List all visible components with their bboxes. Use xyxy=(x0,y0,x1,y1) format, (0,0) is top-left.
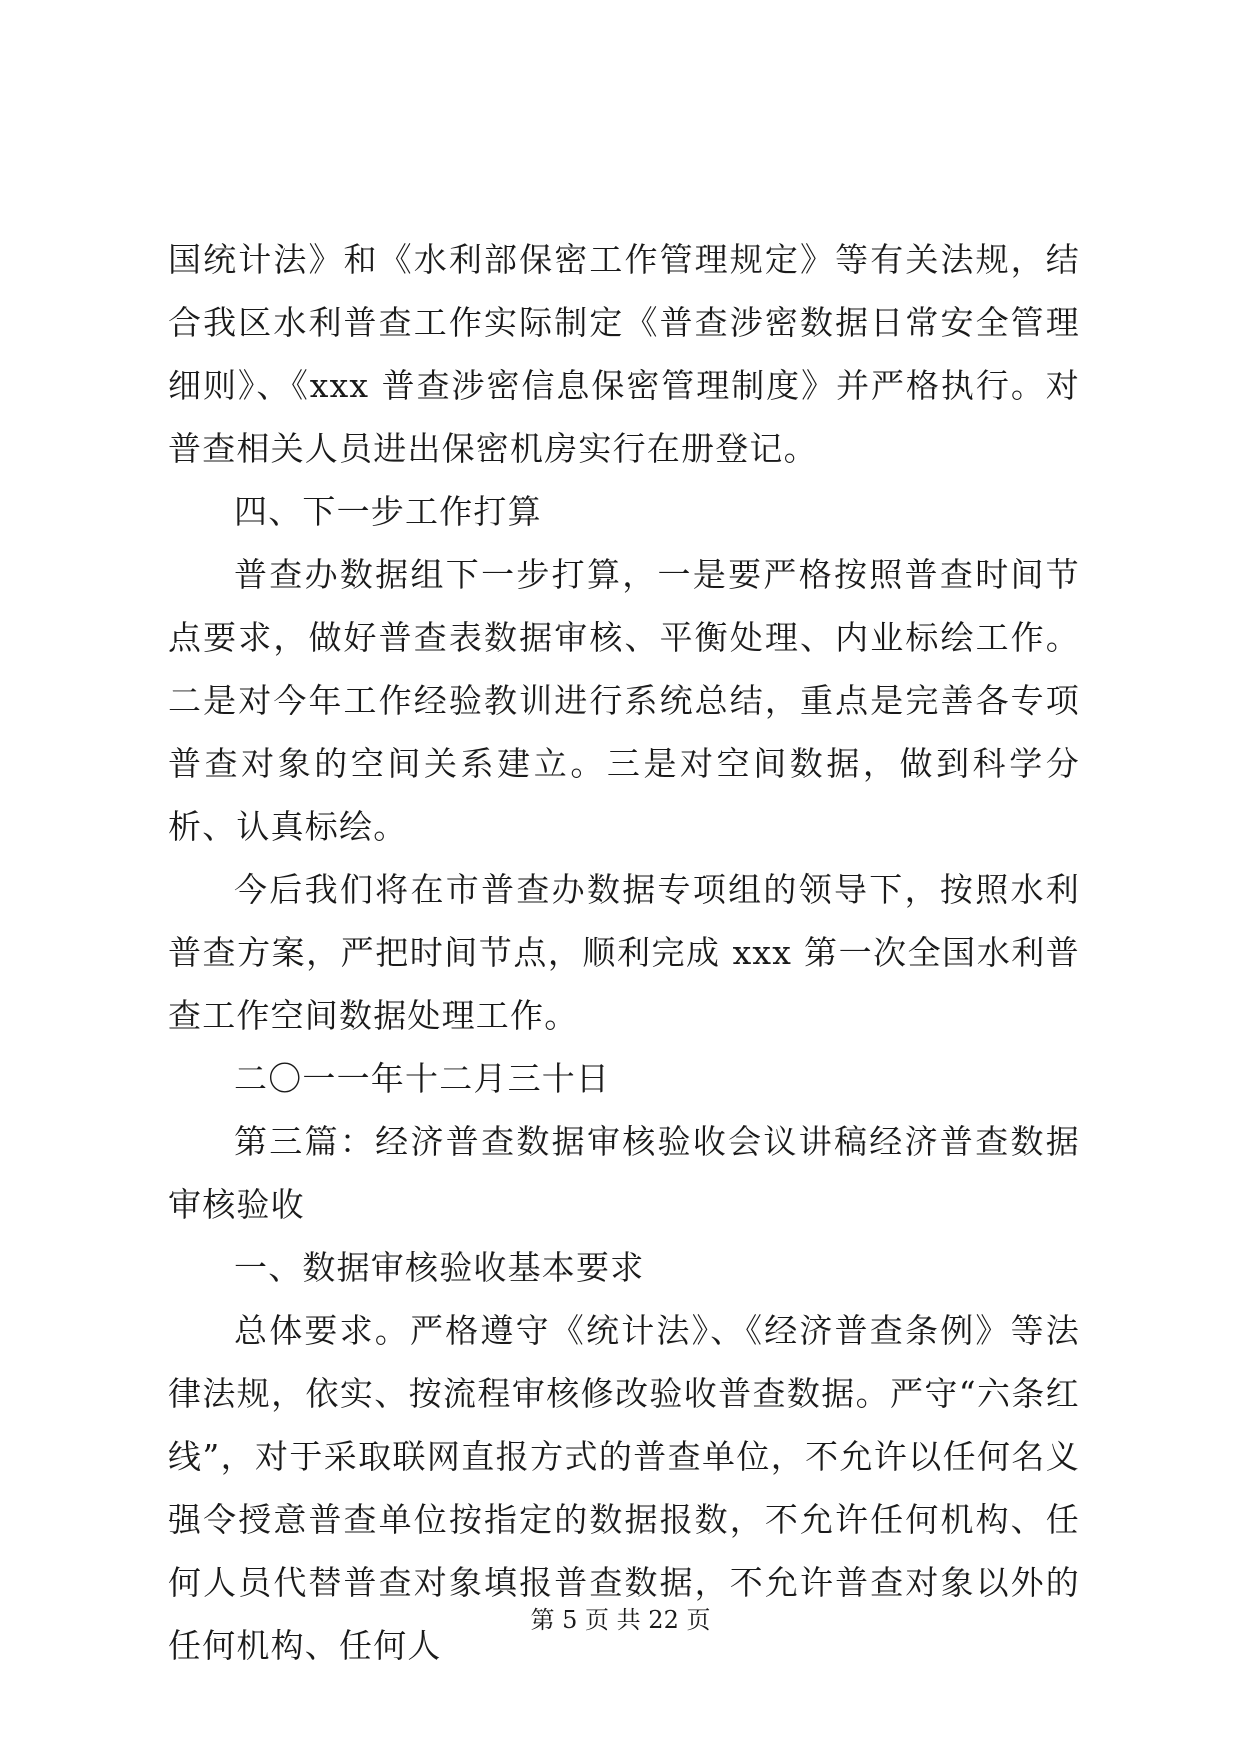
page-footer: 第 5 页 共 22 页 xyxy=(530,1606,711,1634)
paragraph-regulations: 国统计法》和《水利部保密工作管理规定》等有关法规，结合我区水利普查工作实际制定《普查涉密数据日常安全管理细则》、《xxx 普查涉密信息保密管理制度》并严格执行。对普查相关人员进出保密机房实行在册登记。 xyxy=(168,240,1080,468)
document-date: 二〇一一年十二月三十日 xyxy=(234,1059,611,1098)
heading-part-three: 第三篇：经济普查数据审核验收会议讲稿经济普查数据审核验收 xyxy=(168,1122,1080,1224)
document-body xyxy=(168,228,1080,1677)
paragraph-future-work: 今后我们将在市普查办数据专项组的领导下，按照水利普查方案，严把时间节点，顺利完成 xxx 第一次全国水利普查工作空间数据处理工作。 xyxy=(168,870,1080,1035)
heading-basic-requirements: 一、数据审核验收基本要求 xyxy=(234,1248,645,1287)
heading-next-steps: 四、下一步工作打算 xyxy=(234,492,542,531)
paragraph-next-plan: 普查办数据组下一步打算，一是要严格按照普查时间节点要求，做好普查表数据审核、平衡处理、内业标绘工作。二是对今年工作经验教训进行系统总结，重点是完善各专项普查对象的空间关系建立。三是对空间数据，做到科学分析、认真标绘。 xyxy=(168,555,1080,846)
paragraph-general-requirements: 总体要求。严格遵守《统计法》、《经济普查条例》等法律法规，依实、按流程审核修改验收普查数据。严守“六条红线”，对于采取联网直报方式的普查单位，不允许以任何名义强令授意普查单位按指定的数据报数，不允许任何机构、任何人员代替普查对象填报普查数据，不允许普查对象以外的任何机构、任何人 xyxy=(168,1311,1080,1665)
